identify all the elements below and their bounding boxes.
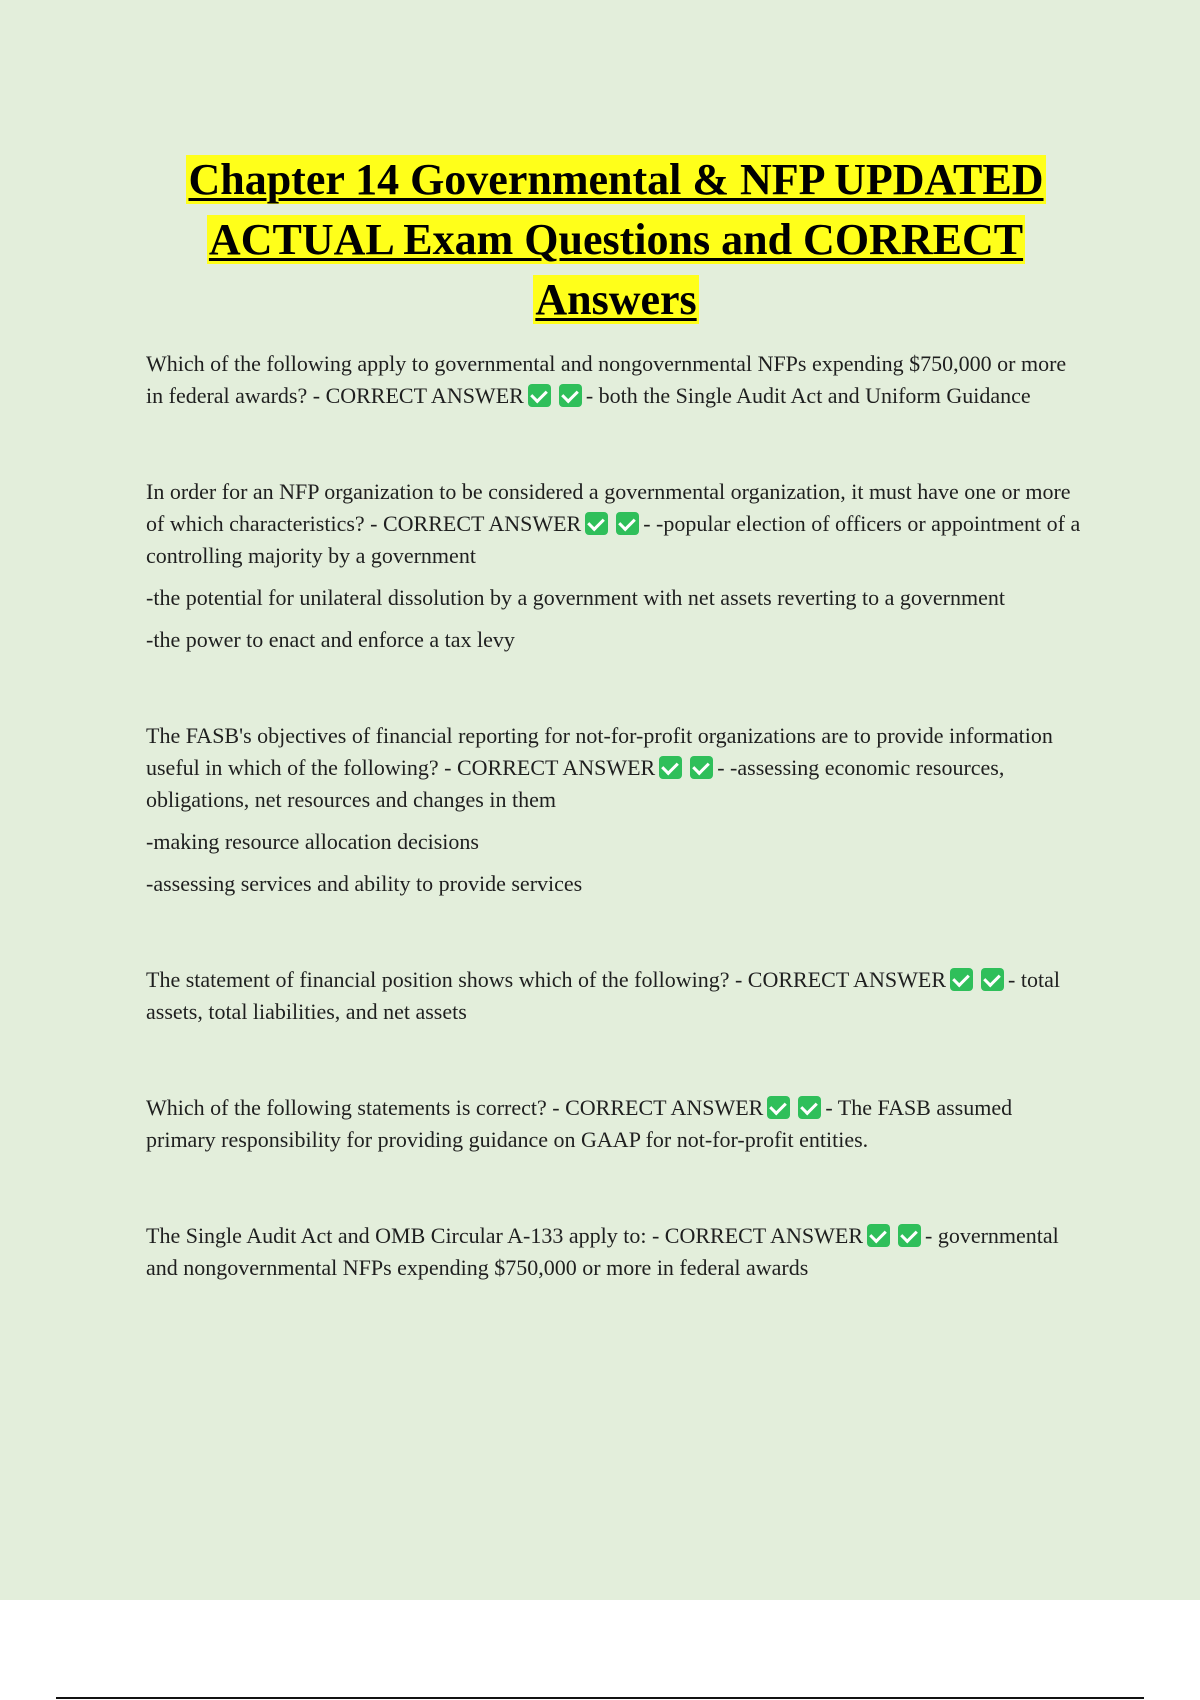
qa-item <box>146 1092 1086 1156</box>
correct-answer-marker: - CORRECT ANSWER <box>312 383 524 408</box>
check-mark-button-icon <box>690 756 713 779</box>
page-footer-rule <box>56 1697 1144 1699</box>
question-text: In order for an NFP organization to be considered a governmental organization, it must have one or more of which characteristics? <box>146 479 1071 536</box>
correct-answer-marker: - CORRECT ANSWER <box>734 967 947 992</box>
check-mark-button-icon <box>767 1096 790 1119</box>
answer-text: - -assessing economic resources, obligations, net resources and changes in them <box>146 755 1005 812</box>
answer-line: -the potential for unilateral dissolution by a government with net assets reverting to a government <box>146 585 1005 610</box>
answer-text: - -popular election of officers or appointment of a controlling majority by a government <box>146 511 1081 568</box>
check-mark-button-icon <box>981 968 1004 991</box>
question-text: The statement of financial position shows which of the following? <box>146 967 730 992</box>
qa-item <box>146 1220 1086 1284</box>
answer-text: - The FASB assumed primary responsibility for providing guidance on GAAP for not-for-profit entities. <box>146 1095 1013 1152</box>
qa-question-answer <box>146 964 1086 1028</box>
check-mark-button-icon <box>867 1224 890 1247</box>
qa-question-answer <box>146 476 1086 572</box>
check-mark-button-icon <box>898 1224 921 1247</box>
qa-item <box>146 348 1086 412</box>
check-mark-button-icon <box>528 384 551 407</box>
qa-item <box>146 720 1086 900</box>
document-content <box>146 150 1086 1348</box>
answer-text: - governmental and nongovernmental NFPs expending $750,000 or more in federal awards <box>146 1223 1059 1280</box>
qa-question-answer <box>146 348 1086 412</box>
check-mark-button-icon <box>585 512 608 535</box>
qa-list <box>146 348 1086 1284</box>
check-mark-button-icon <box>950 968 973 991</box>
correct-answer-marker: - CORRECT ANSWER <box>370 511 582 536</box>
qa-item <box>146 964 1086 1028</box>
title-text: Chapter 14 Governmental & NFP UPDATED ACTUAL Exam Questions and CORRECT Answers <box>188 155 1044 324</box>
answer-line: -assessing services and ability to provide services <box>146 871 583 896</box>
question-text: The FASB's objectives of financial reporting for not-for-profit organizations are to provide information useful in which of the following? <box>146 723 1053 780</box>
qa-item <box>146 476 1086 656</box>
qa-question-answer <box>146 1220 1086 1284</box>
check-mark-button-icon <box>659 756 682 779</box>
correct-answer-marker: - CORRECT ANSWER <box>552 1095 764 1120</box>
answer-text: - total assets, total liabilities, and net assets <box>146 967 1060 1024</box>
answer-line: -making resource allocation decisions <box>146 829 479 854</box>
answer-line: -the power to enact and enforce a tax levy <box>146 627 515 652</box>
qa-question-answer <box>146 720 1086 816</box>
document-title <box>146 150 1086 330</box>
question-text: Which of the following statements is correct? <box>146 1095 547 1120</box>
correct-answer-marker: - CORRECT ANSWER <box>444 755 656 780</box>
question-text: Which of the following apply to governmental and nongovernmental NFPs expending $750,000 or more in federal awards? <box>146 351 1067 408</box>
check-mark-button-icon <box>559 384 582 407</box>
question-text: The Single Audit Act and OMB Circular A-133 apply to: <box>146 1223 647 1248</box>
answer-text: - both the Single Audit Act and Uniform Guidance <box>585 383 1031 408</box>
check-mark-button-icon <box>616 512 639 535</box>
correct-answer-marker: - CORRECT ANSWER <box>651 1223 864 1248</box>
qa-question-answer <box>146 1092 1086 1156</box>
check-mark-button-icon <box>798 1096 821 1119</box>
